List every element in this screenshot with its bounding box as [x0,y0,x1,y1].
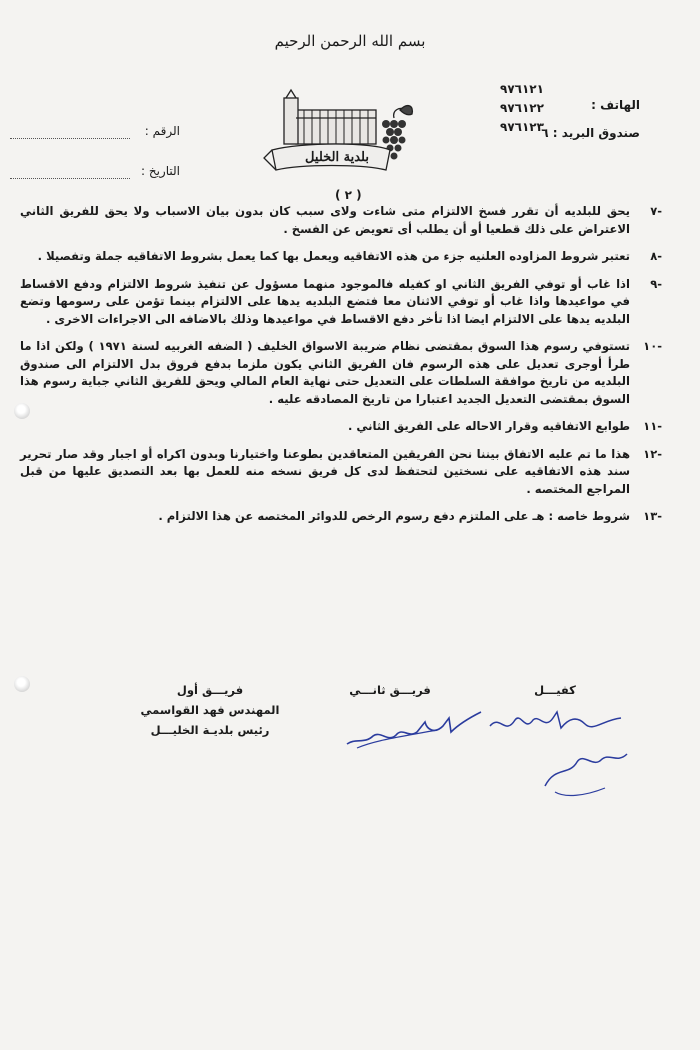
po-box: صندوق البريد : ٦ [541,126,640,140]
clause-10 [20,338,662,408]
clause-number: -١١ [643,419,662,433]
clause-number: -٧ [650,204,662,218]
clause-text: تعتبر شروط المزاوده العلنيه جزء من هذه الاتفاقيه ويعمل بها كما يعمل بشروط الاتفاقيه جملة وتفصيلا . [37,249,630,263]
clause-12 [20,446,662,499]
clause-9 [20,276,662,329]
phone-label: الهاتف : [591,98,640,112]
phone-number: ٩٧٦١٢٢ [500,101,544,115]
clause-text: تستوفي رسوم هذا السوق بمقتضى نظام ضريبة الاسواق الخليف ( الضفه الغربيه لسنة ١٩٧١ ) ولكن اذا ما طرأ أوجرى تعديل على هذه الرسوم فان الفريق الثاني يكون ملزما بدفع فروق بدل الالتزام الى صندوق البلديه من تاريخ موافقة السلطات على التعديل حتى نهاية العام المالي ويحق للفريق الثاني جباية رسوم هذا السوق بمقتضى التعديل الجديد اعتبارا من تاريخ المصادقه عليه . [20,339,630,406]
clause-13 [20,508,662,526]
clause-number: -٩ [650,276,662,291]
first-party-title: فريـــق أول [176,683,244,697]
phone-numbers [500,80,544,137]
second-party-title: فريـــق ثانـــي [349,683,431,697]
first-party-name: المهندس فهد القواسمي [140,703,280,717]
clause-number: -١٠ [643,339,662,353]
clause-number: -٨ [650,249,662,263]
municipality-logo [262,84,422,196]
second-party-signature [345,704,485,754]
clause-8 [20,248,662,266]
reference-block [10,118,180,198]
second-party-block [320,680,460,700]
first-party-block [135,680,285,740]
clause-7 [20,203,662,238]
clause-text: هذا ما تم عليه الاتفاق بيننا نحن الفريقين المتعاقدين بطوعنا واختيارنا وبدون اكراه أو اجبار وقد صار تحرير سند هذه الاتفاقيه على نسختين لتحتفظ لدى كل فريق نسخه منه للعمل بها بعد التصديق عليها من قبل المراجع المختصه . [20,446,630,496]
logo-banner-text: بلدية الخليل [305,150,369,165]
punch-hole [14,403,30,419]
date-line [10,178,130,179]
reference-line [10,138,130,139]
clause-number: -١٢ [643,446,662,461]
basmala-heading: بسم الله الرحمن الرحيم [274,32,426,50]
guarantor-title: كفيـــل [534,683,576,697]
date-label: التاريخ : [140,164,180,178]
contract-clauses [20,203,662,536]
clause-text: طوابع الاتفاقيه وقرار الاحاله على الفريق الثاني . [347,419,630,433]
guarantor-block [510,680,600,700]
reference-label: الرقم : [144,124,180,138]
guarantor-signature [485,706,635,806]
phone-number: ٩٧٦١٢١ [500,82,544,96]
clause-text: شروط خاصه : هـ على الملتزم دفع رسوم الرخص للدوائر المختصه عن هذا الالتزام . [158,509,630,523]
phone-number: ٩٧٦١٢٣ [500,120,544,134]
clause-11 [20,418,662,436]
punch-hole [14,676,30,692]
page-number: ( ٢ ) [335,188,362,202]
first-party-role: رئيس بلديـة الخليـــل [150,723,270,737]
clause-number: -١٣ [643,509,662,523]
clause-text: اذا غاب أو توفي الفريق الثاني او كفيله فالموجود منهما مسؤول عن تنفيذ شروط الالتزام ودفع الاقساط في مواعيدها واذا غاب أو توفي الاثنان معا فتضع البلديه يدها على الالتزام بينما تؤمن على رسومها وتضع البلديه يدها على الالتزام ايضا اذا تأخر دفع الاقساط في مواعيدها وذلك بالاضافه الى الاجراءات الاخرى . [20,276,630,326]
clause-text: يحق للبلديه أن تقرر فسخ الالتزام متى شاءت ولاى سبب كان بدون بيان الاسباب ولا يحق للفريق الثاني الاعتراض على ذلك قطعيا أو أن يطلب أى تعويض عن الفسخ . [20,204,630,236]
